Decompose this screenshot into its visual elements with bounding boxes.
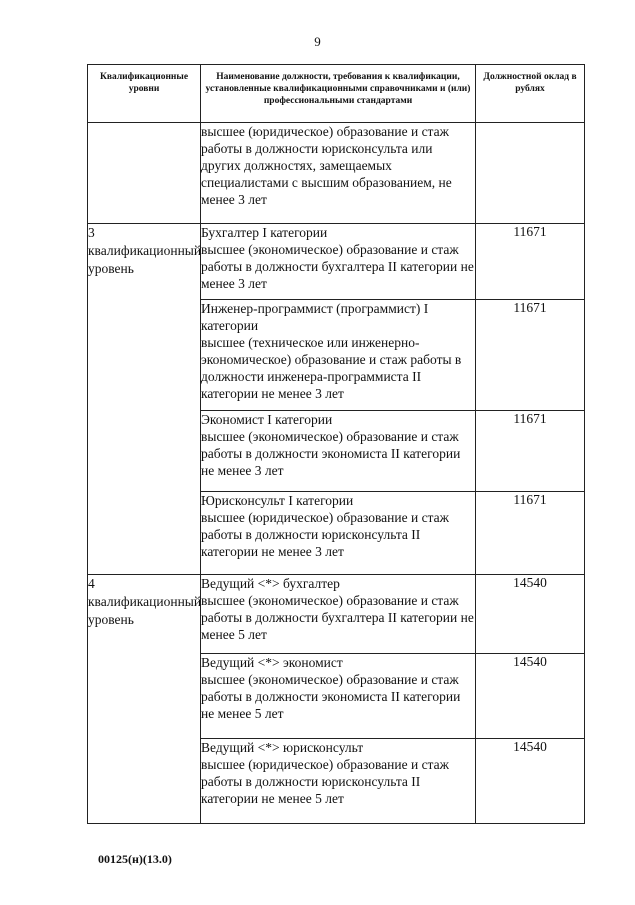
salary-value: 11671 — [476, 492, 585, 575]
position-cell — [201, 224, 476, 300]
table-row — [88, 123, 585, 224]
position-requirements: высшее (экономическое) образование и стаж работы в должности экономиста II категории не менее 3 лет — [201, 429, 461, 478]
position-title: Юрисконсульт I категории — [201, 493, 354, 508]
salary-value: 11671 — [476, 300, 585, 411]
header-level: Квалификационные уровни — [88, 65, 201, 123]
position-title: Ведущий <*> экономист — [201, 655, 343, 670]
position-title: Инженер-программист (программист) I категории — [201, 301, 429, 333]
header-salary: Должностной оклад в рублях — [476, 65, 585, 123]
position-requirements: высшее (экономическое) образование и стаж работы в должности бухгалтера II категории не менее 3 лет — [201, 242, 474, 291]
header-position: Наименование должности, требования к квалификации, установленные квалификационными справочниками и (или) профессиональными стандартами — [201, 65, 476, 123]
salary-value: 11671 — [476, 224, 585, 300]
level-3-cell: 3 квалификационный уровень — [88, 224, 201, 575]
position-title: Бухгалтер I категории — [201, 225, 328, 240]
salary-value: 14540 — [476, 575, 585, 654]
position-title: Экономист I категории — [201, 412, 333, 427]
position-cell — [201, 739, 476, 824]
position-title: Ведущий <*> бухгалтер — [201, 576, 340, 591]
position-requirements: высшее (техническое или инженерно-экономическое) образование и стаж работы в должности инженера-программиста II категории не менее 3 лет — [201, 335, 462, 401]
position-cell — [201, 654, 476, 739]
position-requirements: высшее (юридическое) образование и стаж работы в должности юрисконсульта II категории не менее 3 лет — [201, 510, 449, 559]
salary-cell-empty — [476, 123, 585, 224]
position-cell — [201, 575, 476, 654]
table-row — [88, 224, 585, 300]
table-header-row — [88, 65, 585, 123]
position-requirements: высшее (экономическое) образование и стаж работы в должности бухгалтера II категории не менее 5 лет — [201, 593, 474, 642]
document-code: 00125(н)(13.0) — [98, 852, 172, 866]
position-title: Ведущий <*> юрисконсульт — [201, 740, 364, 755]
position-cell — [201, 492, 476, 575]
table-row — [88, 575, 585, 654]
position-cell — [201, 300, 476, 411]
salary-value: 11671 — [476, 411, 585, 492]
level-cell-empty — [88, 123, 201, 224]
page-number: 9 — [314, 34, 321, 49]
qualification-table — [87, 64, 585, 824]
requirements-cell — [201, 123, 476, 224]
salary-value: 14540 — [476, 654, 585, 739]
position-cell — [201, 411, 476, 492]
salary-value: 14540 — [476, 739, 585, 824]
position-requirements: высшее (экономическое) образование и стаж работы в должности экономиста II категории не менее 5 лет — [201, 672, 461, 721]
position-requirements: высшее (юридическое) образование и стаж работы в должности юрисконсульта II категории не менее 5 лет — [201, 757, 449, 806]
level-4-cell: 4 квалификационный уровень — [88, 575, 201, 824]
requirements-text: высшее (юридическое) образование и стаж работы в должности юрисконсульта или других должностях, замещаемых специалистами с высшим образованием, не менее 3 лет — [201, 124, 452, 207]
